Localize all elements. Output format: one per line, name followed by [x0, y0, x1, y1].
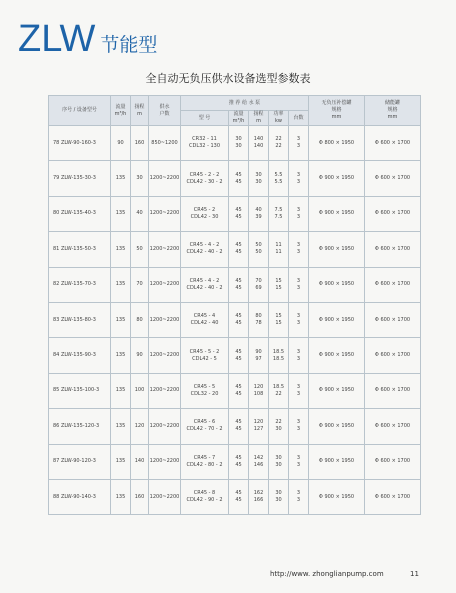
- cell-pump-type-line: CR45 - 5 - 2: [189, 348, 220, 355]
- cell-power-line: 11: [275, 242, 282, 249]
- cell-pump-head: [249, 232, 269, 267]
- cell-units-line: 3: [296, 419, 301, 426]
- table-row: [49, 196, 421, 231]
- spec-table-body: [49, 126, 421, 515]
- cell-power-line: 15: [275, 313, 282, 320]
- cell-supply: 1200~2200: [149, 161, 181, 196]
- cell-pump-head-line: 120: [253, 383, 264, 390]
- cell-model: 85 ZLW-135-100-3: [49, 373, 111, 408]
- cell-flow: 135: [111, 338, 131, 373]
- cell-tank1: Φ 900 × 1950: [309, 232, 365, 267]
- cell-units: [289, 267, 309, 302]
- cell-units-line: 3: [296, 136, 301, 143]
- cell-pump-type-line: CR45 - 4 - 2: [189, 277, 220, 284]
- cell-power-line: 15: [275, 277, 282, 284]
- col-header-power: 功率 kw: [269, 111, 289, 126]
- cell-pump-flow: [229, 373, 249, 408]
- cell-flow: 135: [111, 232, 131, 267]
- cell-tank2: Φ 600 × 1700: [365, 373, 421, 408]
- cell-pump-head: [249, 196, 269, 231]
- cell-pump-flow-line: 45: [235, 320, 242, 327]
- cell-pump-type: [181, 444, 229, 479]
- cell-pump-type-line: CDL32 - 130: [188, 143, 220, 150]
- cell-units-line: 3: [296, 277, 301, 284]
- cell-power: [269, 232, 289, 267]
- cell-pump-flow-line: 45: [235, 454, 242, 461]
- cell-power: [269, 338, 289, 373]
- cell-units-line: 3: [296, 461, 301, 468]
- cell-power-line: 18.5: [272, 348, 285, 355]
- cell-power-line: 22: [275, 136, 282, 143]
- table-row: [49, 302, 421, 337]
- table-row: [49, 267, 421, 302]
- cell-units-line: 3: [296, 490, 301, 497]
- cell-pump-type: [181, 302, 229, 337]
- cell-pump-type-line: CR45 - 4: [193, 313, 216, 320]
- cell-pump-type: [181, 373, 229, 408]
- cell-power-line: 15: [275, 284, 282, 291]
- cell-tank2: Φ 600 × 1700: [365, 409, 421, 444]
- cell-power: [269, 196, 289, 231]
- cell-pump-head-line: 140: [253, 136, 264, 143]
- cell-pump-head-line: 162: [253, 490, 264, 497]
- cell-pump-head-line: 146: [253, 461, 264, 468]
- cell-supply: 1200~2200: [149, 232, 181, 267]
- cell-head: 140: [131, 444, 149, 479]
- cell-pump-head-line: 30: [255, 178, 262, 185]
- cell-head: 90: [131, 338, 149, 373]
- cell-pump-head-line: 97: [255, 355, 262, 362]
- table-title: 全自动无负压供水设备选型参数表: [145, 72, 311, 85]
- cell-pump-type-line: CR45 - 4 - 2: [189, 242, 220, 249]
- cell-pump-head-line: 39: [255, 213, 262, 220]
- spec-table: [48, 95, 421, 515]
- cell-pump-head: [249, 373, 269, 408]
- col-header-tank2: 储能罐 规格 mm: [365, 96, 421, 126]
- cell-pump-flow-line: 45: [235, 461, 242, 468]
- cell-pump-head: [249, 444, 269, 479]
- cell-tank2: Φ 600 × 1700: [365, 232, 421, 267]
- cell-pump-type-line: CDL42 - 5: [192, 355, 217, 362]
- cell-pump-head-line: 127: [253, 426, 264, 433]
- cell-power-line: 30: [275, 461, 282, 468]
- cell-units: [289, 444, 309, 479]
- cell-units-line: 3: [296, 213, 301, 220]
- cell-pump-head-line: 50: [255, 242, 262, 249]
- cell-pump-flow-line: 30: [235, 136, 242, 143]
- cell-pump-flow: [229, 302, 249, 337]
- cell-pump-type-line: CDL42 - 90 - 2: [186, 497, 223, 504]
- cell-power-line: 11: [275, 249, 282, 256]
- cell-pump-type: [181, 267, 229, 302]
- cell-pump-head-line: 142: [253, 454, 264, 461]
- cell-power-line: 7.5: [274, 206, 283, 213]
- cell-power-line: 5.5: [274, 178, 283, 185]
- cell-tank1: Φ 900 × 1950: [309, 196, 365, 231]
- cell-tank2: Φ 600 × 1700: [365, 267, 421, 302]
- table-row: [49, 409, 421, 444]
- cell-pump-flow-line: 45: [235, 213, 242, 220]
- cell-units: [289, 161, 309, 196]
- cell-tank2: Φ 600 × 1700: [365, 161, 421, 196]
- cell-tank1: Φ 900 × 1950: [309, 338, 365, 373]
- col-header-pump-group: 推 荐 给 水 泵: [181, 96, 309, 111]
- cell-flow: 135: [111, 479, 131, 514]
- cell-head: 40: [131, 196, 149, 231]
- cell-tank2: Φ 600 × 1700: [365, 126, 421, 161]
- col-header-supply: 供水 户数: [149, 96, 181, 126]
- cell-pump-type-line: CR32 - 11: [192, 136, 217, 143]
- cell-pump-flow-line: 45: [235, 383, 242, 390]
- cell-power: [269, 161, 289, 196]
- cell-pump-head-line: 78: [255, 320, 262, 327]
- cell-units: [289, 479, 309, 514]
- cell-head: 160: [131, 126, 149, 161]
- cell-pump-flow: [229, 338, 249, 373]
- col-header-model: 序号 / 设备型号: [49, 96, 111, 126]
- cell-units-line: 3: [296, 284, 301, 291]
- cell-pump-type-line: CDL42 - 40 - 2: [186, 284, 223, 291]
- cell-pump-flow-line: 45: [235, 313, 242, 320]
- cell-flow: 135: [111, 444, 131, 479]
- cell-model: 81 ZLW-135-50-3: [49, 232, 111, 267]
- cell-pump-flow: [229, 196, 249, 231]
- cell-head: 160: [131, 479, 149, 514]
- cell-pump-flow-line: 45: [235, 284, 242, 291]
- cell-supply: 1200~2200: [149, 267, 181, 302]
- cell-pump-head: [249, 161, 269, 196]
- cell-head: 50: [131, 232, 149, 267]
- cell-pump-head: [249, 338, 269, 373]
- cell-pump-type: [181, 232, 229, 267]
- cell-tank1: Φ 900 × 1950: [309, 302, 365, 337]
- cell-pump-flow-line: 45: [235, 249, 242, 256]
- cell-units: [289, 232, 309, 267]
- table-row: [49, 479, 421, 514]
- cell-pump-type-line: CDL42 - 40: [190, 320, 219, 327]
- cell-flow: 135: [111, 373, 131, 408]
- cell-supply: 1200~2200: [149, 196, 181, 231]
- cell-pump-type-line: CDL42 - 30 - 2: [186, 178, 223, 185]
- cell-pump-flow: [229, 126, 249, 161]
- col-header-pump-head: 扬程 m: [249, 111, 269, 126]
- cell-tank1: Φ 900 × 1950: [309, 161, 365, 196]
- cell-power: [269, 373, 289, 408]
- cell-pump-head: [249, 267, 269, 302]
- brand-title: [18, 18, 157, 61]
- cell-units-line: 3: [296, 143, 301, 150]
- cell-units-line: 3: [296, 426, 301, 433]
- cell-model: 79 ZLW-135-30-3: [49, 161, 111, 196]
- cell-units-line: 3: [296, 497, 301, 504]
- cell-pump-type: [181, 161, 229, 196]
- cell-model: 82 ZLW-135-70-3: [49, 267, 111, 302]
- cell-power: [269, 126, 289, 161]
- cell-pump-flow-line: 45: [235, 171, 242, 178]
- col-header-flow: 流量 m³/h: [111, 96, 131, 126]
- cell-pump-flow: [229, 409, 249, 444]
- cell-model: 84 ZLW-135-90-3: [49, 338, 111, 373]
- cell-tank1: Φ 900 × 1950: [309, 479, 365, 514]
- cell-head: 100: [131, 373, 149, 408]
- cell-units-line: 3: [296, 348, 301, 355]
- cell-pump-flow-line: 45: [235, 390, 242, 397]
- cell-tank1: Φ 800 × 1950: [309, 126, 365, 161]
- cell-power-line: 30: [275, 497, 282, 504]
- cell-power-line: 15: [275, 320, 282, 327]
- cell-pump-head-line: 69: [255, 284, 262, 291]
- cell-supply: 850~1200: [149, 126, 181, 161]
- table-row: [49, 161, 421, 196]
- cell-units-line: 3: [296, 355, 301, 362]
- page-number: 11: [410, 570, 419, 578]
- cell-head: 70: [131, 267, 149, 302]
- cell-power: [269, 409, 289, 444]
- table-row: [49, 338, 421, 373]
- col-header-units: 台数: [289, 111, 309, 126]
- cell-units-line: 3: [296, 313, 301, 320]
- cell-tank1: Φ 900 × 1950: [309, 373, 365, 408]
- cell-pump-type-line: CR45 - 2: [193, 206, 216, 213]
- cell-units-line: 3: [296, 249, 301, 256]
- cell-power-line: 22: [275, 390, 282, 397]
- cell-flow: 135: [111, 196, 131, 231]
- cell-tank2: Φ 600 × 1700: [365, 338, 421, 373]
- cell-power-line: 30: [275, 426, 282, 433]
- cell-flow: 135: [111, 161, 131, 196]
- cell-units-line: 3: [296, 454, 301, 461]
- cell-pump-flow: [229, 444, 249, 479]
- col-header-pump-type: 型 号: [181, 111, 229, 126]
- cell-units-line: 3: [296, 320, 301, 327]
- cell-units-line: 3: [296, 390, 301, 397]
- cell-pump-head-line: 140: [253, 143, 264, 150]
- cell-head: 80: [131, 302, 149, 337]
- cell-tank2: Φ 600 × 1700: [365, 479, 421, 514]
- cell-power: [269, 444, 289, 479]
- cell-model: 80 ZLW-135-40-3: [49, 196, 111, 231]
- table-row: [49, 232, 421, 267]
- cell-pump-head: [249, 479, 269, 514]
- cell-pump-flow-line: 45: [235, 206, 242, 213]
- cell-pump-head-line: 40: [255, 206, 262, 213]
- cell-pump-head-line: 166: [253, 497, 264, 504]
- cell-tank1: Φ 900 × 1950: [309, 267, 365, 302]
- cell-pump-type: [181, 338, 229, 373]
- cell-pump-type-line: CDL42 - 30: [190, 213, 219, 220]
- cell-pump-flow: [229, 267, 249, 302]
- cell-pump-type-line: CR45 - 6: [193, 419, 216, 426]
- cell-tank2: Φ 600 × 1700: [365, 196, 421, 231]
- cell-power-line: 18.5: [272, 355, 285, 362]
- cell-pump-head-line: 70: [255, 277, 262, 284]
- cell-pump-flow-line: 45: [235, 277, 242, 284]
- cell-pump-type-line: CDL32 - 20: [190, 390, 219, 397]
- brand-main: ZLW: [18, 18, 96, 60]
- col-header-tank1: 无负压补偿罐 规格 mm: [309, 96, 365, 126]
- cell-model: 86 ZLW-135-120-3: [49, 409, 111, 444]
- spec-table-wrap: [48, 95, 420, 515]
- cell-pump-head: [249, 302, 269, 337]
- table-row: [49, 444, 421, 479]
- footer-url: http://www. zhonglianpump.com: [270, 570, 384, 578]
- cell-pump-flow-line: 45: [235, 497, 242, 504]
- cell-pump-head-line: 108: [253, 390, 264, 397]
- cell-pump-flow: [229, 479, 249, 514]
- cell-pump-type-line: CR45 - 5: [193, 383, 216, 390]
- cell-pump-flow: [229, 232, 249, 267]
- cell-supply: 1200~2200: [149, 338, 181, 373]
- cell-units-line: 3: [296, 242, 301, 249]
- table-row: [49, 373, 421, 408]
- col-header-head: 扬程 m: [131, 96, 149, 126]
- cell-supply: 1200~2200: [149, 373, 181, 408]
- cell-flow: 135: [111, 409, 131, 444]
- cell-units: [289, 196, 309, 231]
- cell-units-line: 3: [296, 171, 301, 178]
- cell-model: 88 ZLW-90-140-3: [49, 479, 111, 514]
- cell-pump-type: [181, 196, 229, 231]
- cell-model: 78 ZLW-90-160-3: [49, 126, 111, 161]
- cell-pump-type: [181, 126, 229, 161]
- cell-pump-head-line: 90: [255, 348, 262, 355]
- cell-pump-head: [249, 409, 269, 444]
- cell-flow: 90: [111, 126, 131, 161]
- cell-pump-head-line: 30: [255, 171, 262, 178]
- brand-sub: 节能型: [100, 34, 158, 56]
- cell-pump-flow-line: 45: [235, 242, 242, 249]
- cell-units: [289, 302, 309, 337]
- cell-model: 83 ZLW-135-80-3: [49, 302, 111, 337]
- cell-pump-type: [181, 479, 229, 514]
- cell-power-line: 30: [275, 454, 282, 461]
- cell-units: [289, 409, 309, 444]
- cell-units-line: 3: [296, 383, 301, 390]
- cell-flow: 135: [111, 302, 131, 337]
- cell-pump-flow-line: 45: [235, 426, 242, 433]
- cell-pump-head-line: 50: [255, 249, 262, 256]
- cell-supply: 1200~2200: [149, 479, 181, 514]
- cell-pump-type: [181, 409, 229, 444]
- cell-flow: 135: [111, 267, 131, 302]
- cell-units: [289, 338, 309, 373]
- cell-tank1: Φ 900 × 1950: [309, 409, 365, 444]
- cell-power-line: 5.5: [274, 171, 283, 178]
- cell-pump-type-line: CDL42 - 70 - 2: [186, 426, 223, 433]
- cell-pump-flow-line: 45: [235, 348, 242, 355]
- cell-pump-type-line: CDL42 - 40 - 2: [186, 249, 223, 256]
- cell-units-line: 3: [296, 178, 301, 185]
- cell-pump-head: [249, 126, 269, 161]
- cell-power-line: 30: [275, 490, 282, 497]
- cell-power-line: 7.5: [274, 213, 283, 220]
- cell-power: [269, 302, 289, 337]
- cell-pump-type-line: CR45 - 8: [193, 490, 216, 497]
- cell-pump-flow: [229, 161, 249, 196]
- cell-pump-flow-line: 45: [235, 355, 242, 362]
- cell-tank1: Φ 900 × 1950: [309, 444, 365, 479]
- cell-head: 30: [131, 161, 149, 196]
- cell-head: 120: [131, 409, 149, 444]
- table-row: [49, 126, 421, 161]
- cell-pump-head-line: 120: [253, 419, 264, 426]
- cell-supply: 1200~2200: [149, 409, 181, 444]
- cell-model: 87 ZLW-90-120-3: [49, 444, 111, 479]
- cell-pump-type-line: CR45 - 2 - 2: [189, 171, 220, 178]
- cell-pump-type-line: CR45 - 7: [193, 454, 216, 461]
- cell-pump-flow-line: 45: [235, 419, 242, 426]
- cell-pump-flow-line: 30: [235, 143, 242, 150]
- cell-power: [269, 267, 289, 302]
- cell-supply: 1200~2200: [149, 302, 181, 337]
- cell-units: [289, 373, 309, 408]
- cell-power-line: 22: [275, 419, 282, 426]
- cell-tank2: Φ 600 × 1700: [365, 444, 421, 479]
- cell-units-line: 3: [296, 206, 301, 213]
- cell-pump-flow-line: 45: [235, 178, 242, 185]
- cell-power: [269, 479, 289, 514]
- cell-power-line: 18.5: [272, 383, 285, 390]
- cell-pump-type-line: CDL42 - 80 - 2: [186, 461, 223, 468]
- col-header-pump-flow: 流量 m³/h: [229, 111, 249, 126]
- cell-pump-flow-line: 45: [235, 490, 242, 497]
- cell-pump-head-line: 80: [255, 313, 262, 320]
- cell-power-line: 22: [275, 143, 282, 150]
- cell-tank2: Φ 600 × 1700: [365, 302, 421, 337]
- cell-units: [289, 126, 309, 161]
- cell-supply: 1200~2200: [149, 444, 181, 479]
